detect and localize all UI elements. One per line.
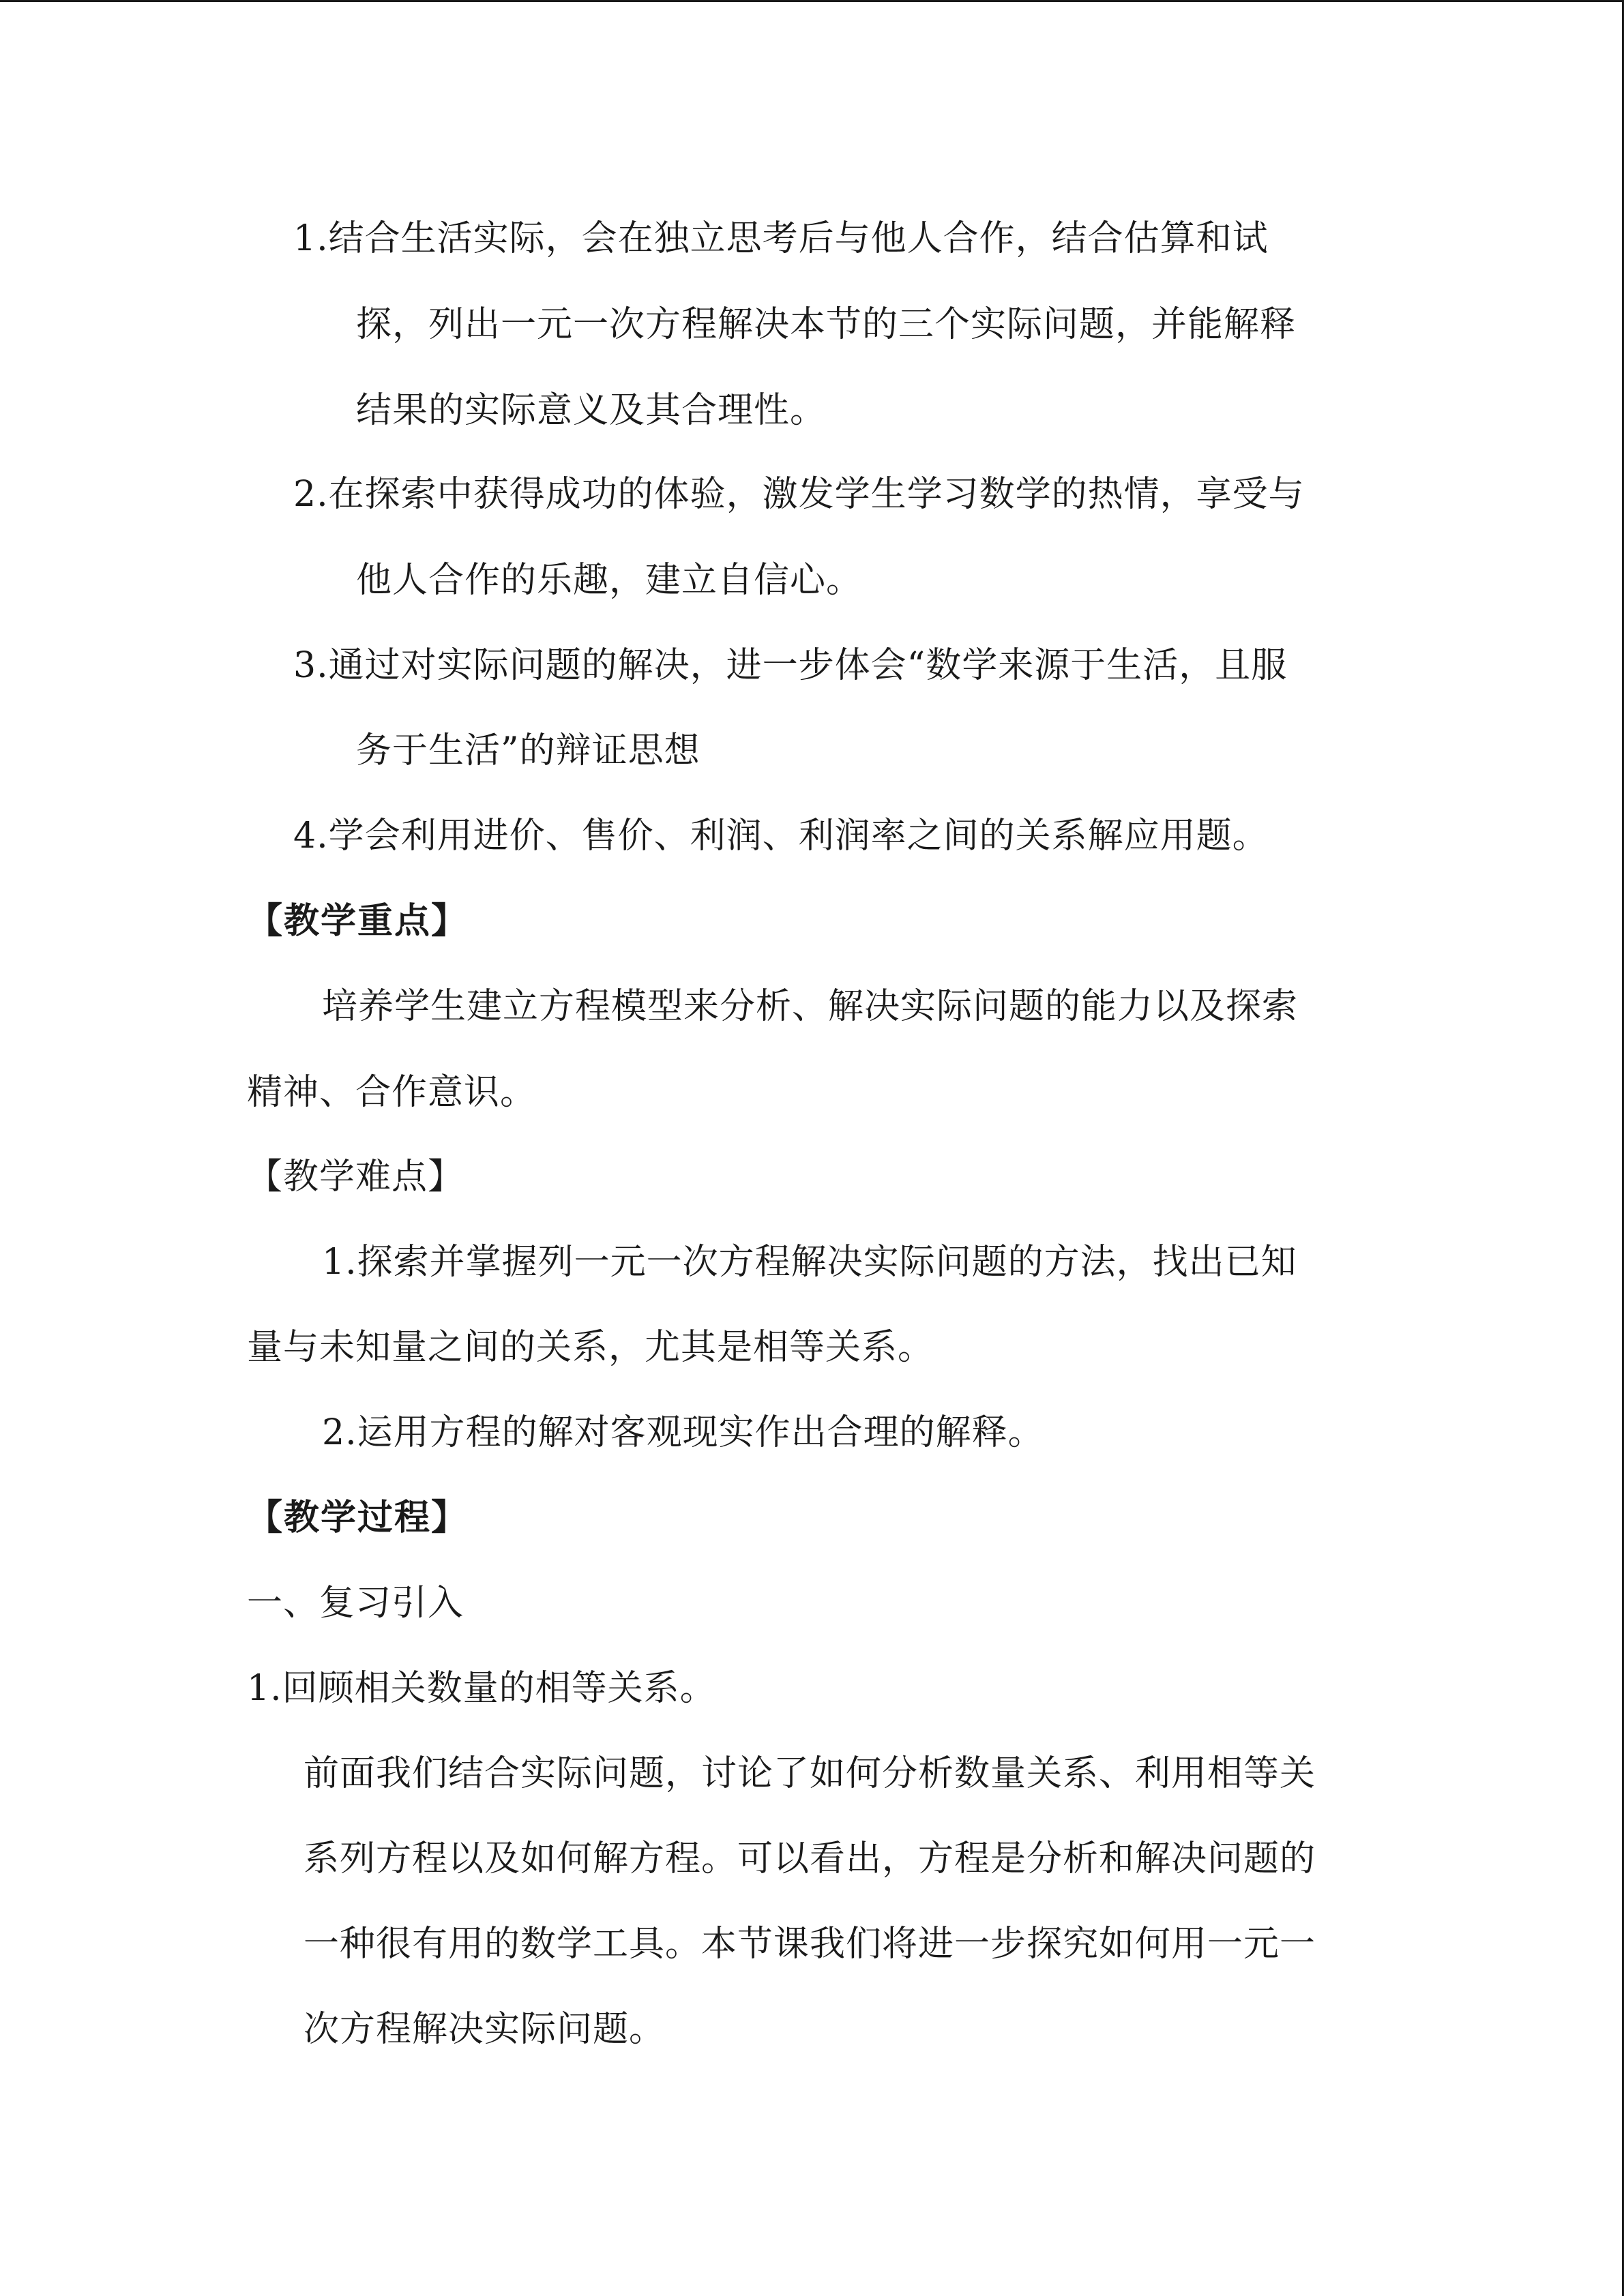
objective-number: 1. — [293, 218, 329, 259]
objective-3-line-1 — [293, 644, 1287, 687]
difficulty-2-line-1: 2.运用方程的解对客观现实作出合理的解释。 — [322, 1412, 1044, 1453]
objective-1-line-2: 探，列出一元一次方程解决本节的三个实际问题，并能解释 — [356, 304, 1297, 345]
objective-text: 通过对实际问题的解决，进一步体会“数学来源于生活，且服 — [328, 645, 1288, 686]
key-points-heading: 【教学重点】 — [247, 900, 469, 942]
process-paragraph-line-4: 次方程解决实际问题。 — [304, 2009, 666, 2050]
key-points-line-1: 培养学生建立方程模型来分析、解决实际问题的能力以及探索 — [322, 986, 1299, 1027]
objective-number: 4. — [293, 816, 329, 856]
difficulty-1-line-2: 量与未知量之间的关系，尤其是相等关系。 — [247, 1327, 934, 1368]
objective-number: 3. — [293, 645, 329, 686]
objective-text: 学会利用进价、售价、利润、利润率之间的关系解应用题。 — [328, 816, 1269, 856]
process-step-title: 1.回顾相关数量的相等关系。 — [247, 1668, 716, 1709]
objective-text: 在探索中获得成功的体验，激发学生学习数学的热情，享受与 — [328, 474, 1305, 515]
key-points-line-2: 精神、合作意识。 — [247, 1072, 537, 1113]
process-paragraph-line-1: 前面我们结合实际问题，讨论了如何分析数量关系、利用相等关 — [304, 1753, 1316, 1794]
objective-2-line-2: 他人合作的乐趣，建立自信心。 — [356, 560, 863, 601]
objective-1-line-1 — [293, 217, 1269, 260]
objective-text: 结合生活实际，会在独立思考后与他人合作，结合估算和试 — [328, 218, 1269, 259]
process-heading: 【教学过程】 — [247, 1497, 469, 1538]
process-section-title: 一、复习引入 — [247, 1583, 464, 1624]
objective-number: 2. — [293, 474, 329, 515]
process-paragraph-line-2: 系列方程以及如何解方程。可以看出，方程是分析和解决问题的 — [304, 1838, 1316, 1879]
page-border-top — [0, 0, 1624, 2]
difficulty-1-line-1: 1.探索并掌握列一元一次方程解决实际问题的方法，找出已知 — [322, 1242, 1297, 1283]
process-paragraph-line-3: 一种很有用的数学工具。本节课我们将进一步探究如何用一元一 — [304, 1924, 1316, 1965]
objective-2-line-1 — [293, 473, 1305, 516]
difficulties-heading: 【教学难点】 — [247, 1157, 464, 1197]
objective-3-line-2: 务于生活”的辩证思想 — [356, 730, 700, 771]
objective-4-line-1 — [293, 814, 1269, 858]
objective-1-line-3: 结果的实际意义及其合理性。 — [356, 390, 827, 431]
